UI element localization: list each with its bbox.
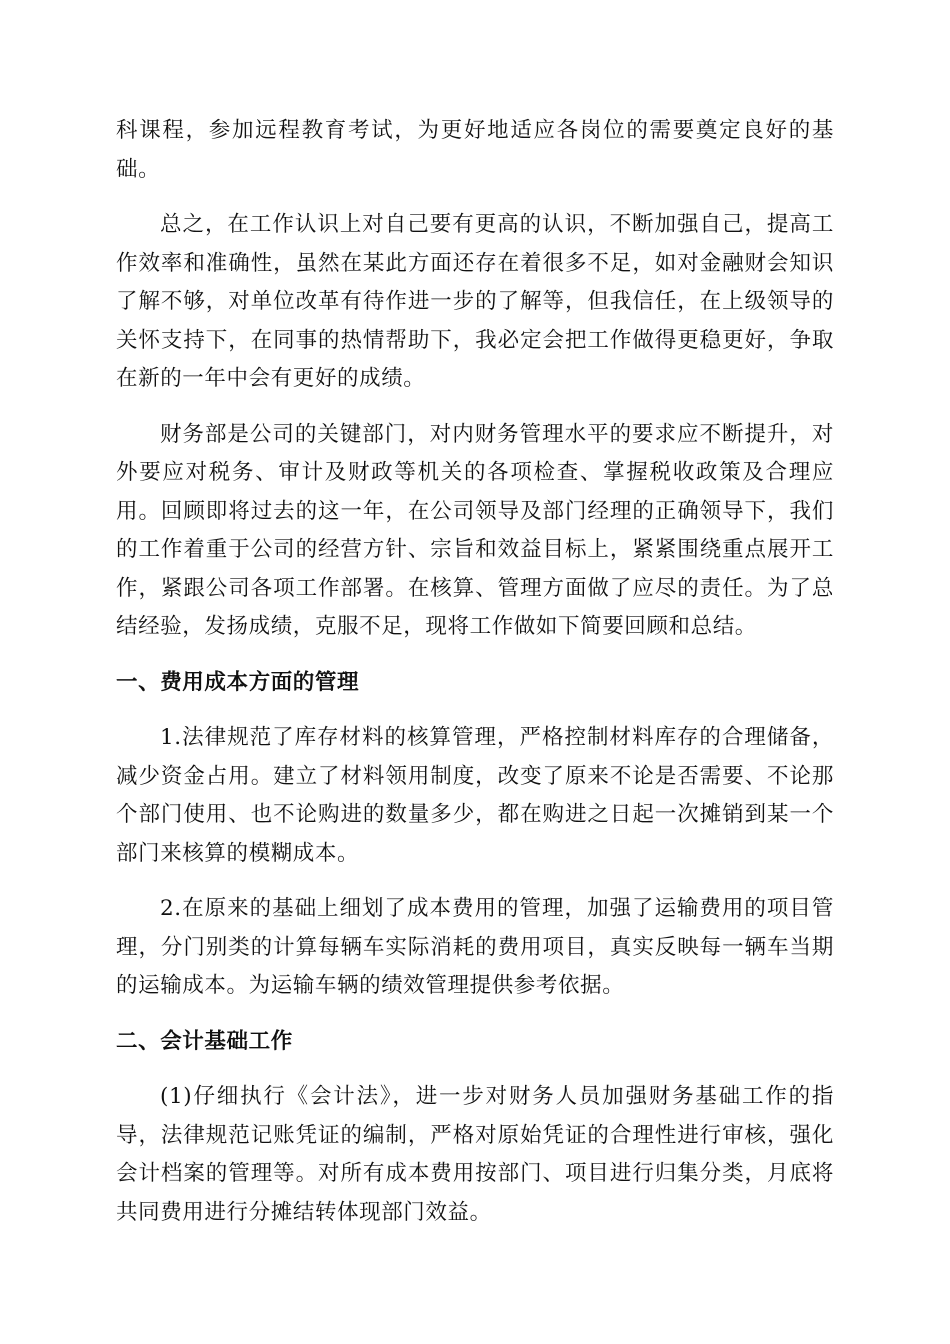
paragraph-4: 1.法律规范了库存材料的核算管理，严格控制材料库存的合理储备，减少资金占用。建立了材料领用制度，改变了原来不论是否需要、不论那个部门使用、也不论购进的数量多少，都在购进之日起一次摊销到某一个部门来核算的模糊成本。 (116, 725, 834, 866)
document-body (116, 112, 834, 1232)
section-heading-1: 一、费用成本方面的管理 (116, 669, 360, 695)
section-heading-2: 二、会计基础工作 (116, 1028, 293, 1054)
paragraph-2: 总之，在工作认识上对自己要有更高的认识，不断加强自己，提高工作效率和准确性，虽然在某此方面还存在着很多不足，如对金融财会知识了解不够，对单位改革有待作进一步的了解等，但我信任，在上级领导的关怀支持下，在同事的热情帮助下，我必定会把工作做得更稳更好，争取在新的一年中会有更好的成绩。 (116, 212, 834, 391)
paragraph-3: 财务部是公司的关键部门，对内财务管理水平的要求应不断提升，对外要应对税务、审计及财政等机关的各项检查、掌握税收政策及合理应用。回顾即将过去的这一年，在公司领导及部门经理的正确领导下，我们的工作着重于公司的经营方针、宗旨和效益目标上，紧紧围绕重点展开工作，紧跟公司各项工作部署。在核算、管理方面做了应尽的责任。为了总结经验，发扬成绩，克服不足，现将工作做如下简要回顾和总结。 (116, 421, 834, 639)
paragraph-5: 2.在原来的基础上细划了成本费用的管理，加强了运输费用的项目管理，分门别类的计算每辆车实际消耗的费用项目，真实反映每一辆车当期的运输成本。为运输车辆的绩效管理提供参考依据。 (116, 896, 834, 998)
paragraph-6: (1)仔细执行《会计法》，进一步对财务人员加强财务基础工作的指导，法律规范记账凭证的编制，严格对原始凭证的合理性进行审核，强化会计档案的管理等。对所有成本费用按部门、项目进行归集分类，月底将共同费用进行分摊结转体现部门效益。 (116, 1084, 834, 1225)
paragraph-1: 科课程，参加远程教育考试，为更好地适应各岗位的需要奠定良好的基础。 (116, 118, 834, 182)
